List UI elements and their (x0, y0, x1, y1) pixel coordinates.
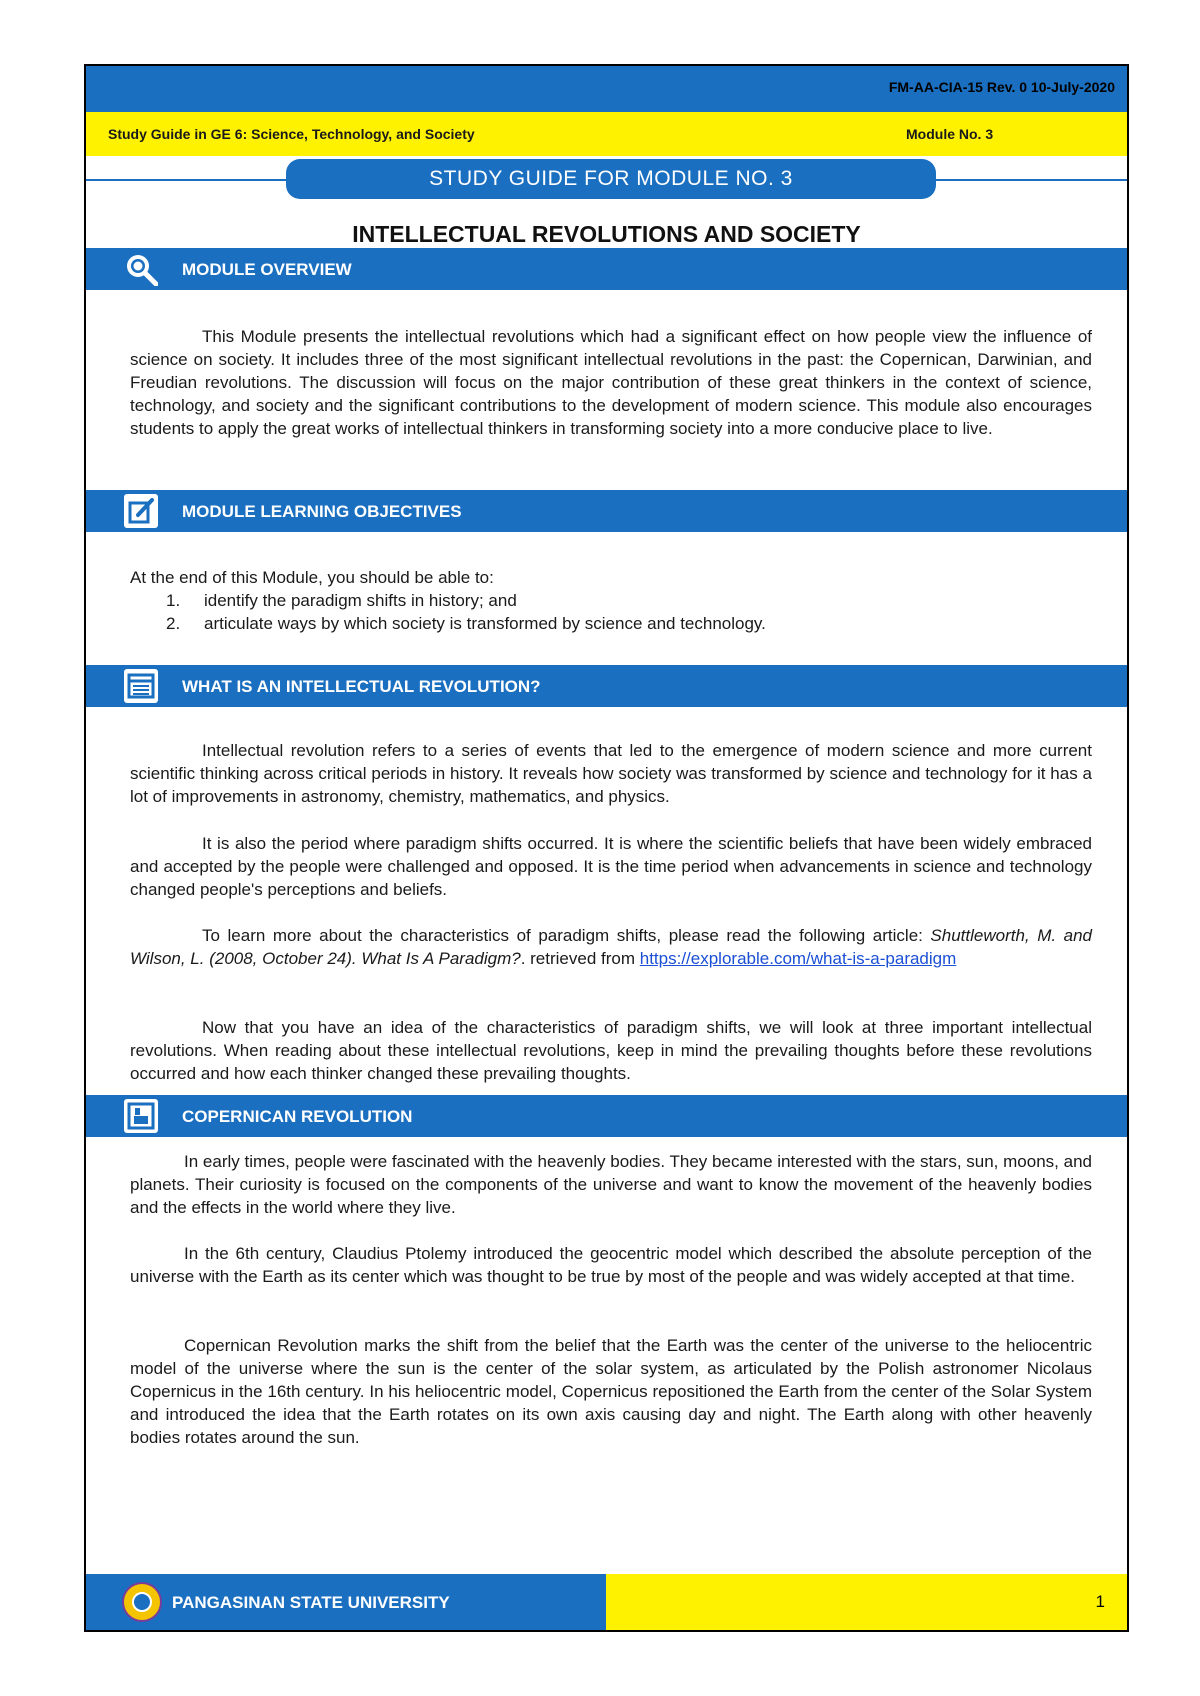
page-frame (84, 64, 1129, 1632)
form-code: FM-AA-CIA-15 Rev. 0 10-July-2020 (888, 79, 1115, 95)
objectives-intro: At the end of this Module, you should be able to: (130, 568, 494, 587)
list-item (130, 612, 1092, 635)
article-retrieved: . retrieved from (520, 949, 640, 968)
footer-university-bar (86, 1574, 606, 1630)
magnifier-icon (124, 252, 158, 286)
article-citation: Shuttleworth, M. and Wilson, L. (2008, October 24). What Is A Paradigm? (130, 926, 1092, 968)
list-number: 1. (166, 591, 181, 610)
list-text: articulate ways by which society is transformed by science and technology. (204, 614, 766, 633)
section-overview-header (86, 248, 1127, 290)
copernican-paragraph-1: In early times, people were fascinated with the heavenly bodies. They became interested with the stars, sun, moons, and planets. Their curiosity is focused on the components of the universe and want to know the movement of the heavenly bodies and the effects in the world where they live. (130, 1152, 1092, 1217)
module-number: Module No. 3 (906, 126, 994, 142)
footer-page-bar (606, 1574, 1127, 1630)
header-top-bar (86, 66, 1127, 112)
intellectual-paragraph-3 (130, 924, 1092, 970)
course-title: Study Guide in GE 6: Science, Technology, and Society (108, 126, 475, 142)
intellectual-paragraph-2: It is also the period where paradigm shifts occurred. It is where the scientific beliefs that have been widely embraced and accepted by the people were challenged and opposed. It is the time period when advancements in science and technology changed people's perceptions and beliefs. (130, 834, 1092, 899)
article-link[interactable]: https://explorable.com/what-is-a-paradigm (639, 949, 957, 968)
list-item (130, 589, 1092, 612)
section-copernican-header (86, 1095, 1127, 1137)
section-intellectual-header (86, 665, 1127, 707)
objectives-list (130, 566, 1092, 635)
copernican-paragraph-3: Copernican Revolution marks the shift from the belief that the Earth was the center of the universe to the heliocentric model of the universe where the sun is the center of the solar system, as articulated by the Polish astronomer Nicolaus Copernicus in the 16th century. In his heliocentric model, Copernicus repositioned the Earth from the center of the Solar System and introduced the idea that the Earth rotates on its own axis causing day and night. The Earth along with other heavenly bodies rotates around the sun. (130, 1336, 1092, 1447)
intellectual-paragraph-4: Now that you have an idea of the characteristics of paradigm shifts, we will look at three important intellectual revolutions. When reading about these intellectual revolutions, keep in mind the prevailing thoughts before these revolutions occurred and how each thinker changed these prevailing thoughts. (130, 1018, 1092, 1083)
edit-icon (124, 494, 158, 528)
intellectual-paragraph-1: Intellectual revolution refers to a series of events that led to the emergence of modern science and more current scientific thinking across critical periods in history. It reveals how society was transformed by science and technology for it has a lot of improvements in astronomy, chemistry, mathematics, and physics. (130, 741, 1092, 806)
copernican-paragraph-2: In the 6th century, Claudius Ptolemy introduced the geocentric model which described the absolute perception of the universe with the Earth as its center which was thought to be true by most of the people and was widely accepted at that time. (130, 1244, 1092, 1286)
section-overview-title: MODULE OVERVIEW (182, 260, 352, 279)
section-objectives-title: MODULE LEARNING OBJECTIVES (182, 502, 462, 521)
section-objectives-header (86, 490, 1127, 532)
university-name: PANGASINAN STATE UNIVERSITY (172, 1593, 450, 1612)
article-lead: To learn more about the characteristics of paradigm shifts, please read the following article: (202, 926, 931, 945)
header-course-bar (86, 112, 1127, 156)
university-seal-icon (122, 1582, 162, 1622)
page-title: INTELLECTUAL REVOLUTIONS AND SOCIETY (352, 221, 861, 247)
overview-paragraph: This Module presents the intellectual revolutions which had a significant effect on how people view the influence of science on society. It includes three of the most significant intellectual revolutions in the past: the Copernican, Darwinian, and Freudian revolutions. The discussion will focus on the major contribution of these great thinkers in the context of science, technology, and society and the significant contributions to the development of modern science. This module also encourages students to apply the great works of intellectual thinkers in transforming society into a more conducive place to live. (130, 327, 1092, 438)
list-text: identify the paradigm shifts in history; and (204, 591, 517, 610)
document-icon (124, 669, 158, 703)
person-icon (124, 1099, 158, 1133)
section-intellectual-title: WHAT IS AN INTELLECTUAL REVOLUTION? (182, 677, 541, 696)
list-number: 2. (166, 614, 181, 633)
study-guide-banner: STUDY GUIDE FOR MODULE NO. 3 (286, 159, 936, 199)
page-number: 1 (1095, 1592, 1105, 1611)
section-copernican-title: COPERNICAN REVOLUTION (182, 1107, 413, 1126)
